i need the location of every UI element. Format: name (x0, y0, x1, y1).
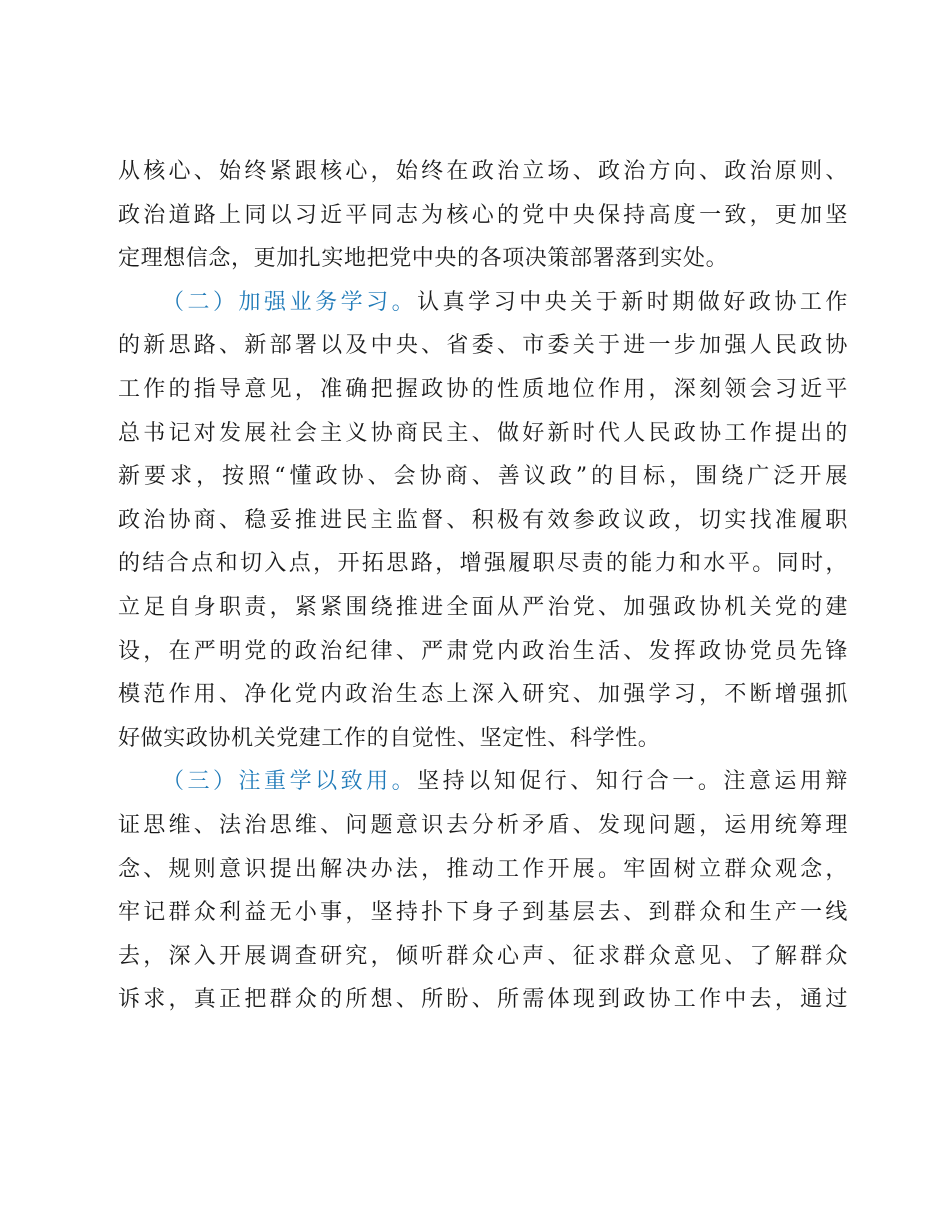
text-line: 总书记对发展社会主义协商民主、做好新时代人民政协工作提出的 (118, 420, 848, 446)
text-line: 的结合点和切入点，开拓思路，增强履职尽责的能力和水平。同时， (118, 551, 848, 577)
text-line: 新要求，按照“懂政协、会协商、善议政”的目标，围绕广泛开展 (118, 464, 848, 490)
paragraph-3 (118, 760, 848, 1022)
text-line: 定理想信念，更加扎实地把党中央的各项决策部署落到实处。 (118, 246, 729, 272)
text-fragment: 认真学习中央关于新时期做好政协工作 (417, 289, 848, 315)
paragraph-2 (118, 281, 848, 761)
text-line: 设，在严明党的政治纪律、严肃党内政治生活、发挥政协党员先锋 (118, 638, 848, 664)
text-line: 立足自身职责，紧紧围绕推进全面从严治党、加强政协机关党的建 (118, 594, 848, 620)
document-body (118, 150, 848, 1022)
text-line: 去，深入开展调查研究，倾听群众心声、征求群众意见、了解群众 (118, 943, 848, 969)
text-fragment: 坚持以知促行、知行合一。注意运用辩 (417, 769, 848, 795)
text-line: 从核心、始终紧跟核心，始终在政治立场、政治方向、政治原则、 (118, 159, 848, 184)
section-heading: （二）加强业务学习。 (162, 289, 418, 315)
text-line: 的新思路、新部署以及中央、省委、市委关于进一步加强人民政协 (118, 333, 848, 359)
text-line: 好做实政协机关党建工作的自觉性、坚定性、科学性。 (118, 725, 661, 751)
text-line: 政治协商、稳妥推进民主监督、积极有效参政议政，切实找准履职 (118, 507, 848, 533)
paragraph-first-line (118, 281, 848, 325)
text-line: 牢记群众利益无小事，坚持扑下身子到基层去、到群众和生产一线 (118, 900, 848, 926)
text-line: 工作的指导意见，准确把握政协的性质地位作用，深刻领会习近平 (118, 376, 848, 402)
text-line: 诉求，真正把群众的所想、所盼、所需体现到政协工作中去，通过 (118, 987, 848, 1013)
text-line: 模范作用、净化党内政治生态上深入研究、加强学习，不断增强抓 (118, 682, 848, 708)
paragraph-first-line (118, 760, 848, 804)
paragraph-1 (118, 150, 848, 281)
section-heading: （三）注重学以致用。 (162, 769, 418, 795)
text-line: 念、规则意识提出解决办法，推动工作开展。牢固树立群众观念， (118, 856, 848, 882)
text-line: 政治道路上同以习近平同志为核心的党中央保持高度一致，更加坚 (118, 202, 848, 228)
text-line: 证思维、法治思维、问题意识去分析矛盾、发现问题，运用统筹理 (118, 812, 848, 838)
